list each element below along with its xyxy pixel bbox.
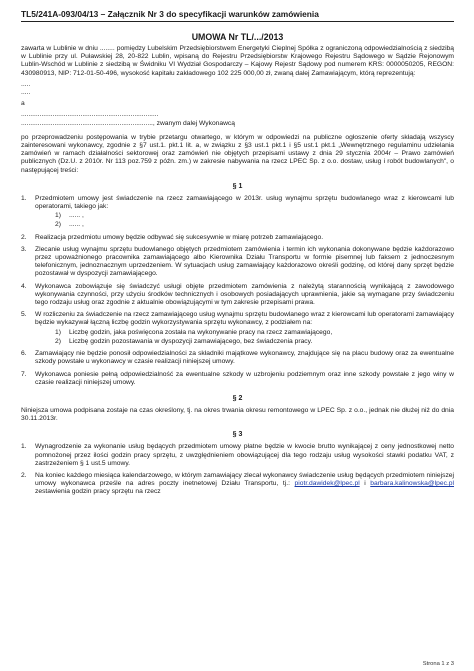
- list-item: 1. Przedmiotem umowy jest świadczenie na rzecz zamawiającego w 2013r. usług wynajmu sprzętu budowlanego wraz z kierowcami lub operatorami, takiego jak: 1) ...... , 2) ...... ,: [21, 194, 454, 229]
- email-link-piotr[interactable]: piotr.dawidek@lpec.pl: [294, 480, 360, 488]
- email-link-barbara[interactable]: barbara.kalinowska@lpec.pl: [370, 480, 455, 488]
- list-item: 2. Na koniec każdego miesiąca kalendarzowego, w którym zamawiający zlecał wykonawcy świadczenie usług będących przedmiotem niniejszej umowy wykonawca prześle na adres poczty inetnetowej Działu Transportu, tj.: piotr.dawidek@lpec.pl i barbara.kalinowska@lpec.pl zestawienia godzin pracy sprzętu na rzecz: [21, 471, 455, 496]
- sub-list: [35, 329, 454, 346]
- intro-paragraph: zawarta w Lublinie w dniu ........ pomiędzy Lubelskim Przedsiębiorstwem Energetyki Cieplnej Spółka z ograniczoną odpowiedzialnością z siedzibą w Lublinie przy ul. Puławskiej 28, 20-822 Lublin, wpisaną do Rejestru Przedsiębiorstw Krajowego Rejestru Sądowego w Sądzie Rejonowym Lublin-Wschód w Lublinie z siedzibą w Świdniku VI Wydział Gospodarczy – Kajowy Rejestr Sądowy pod numerem KRS: 0000050205, REGON: 430980913, NIP: 712-01-50-496, wysokość kapitału zakładowego 102 225 000,00 zł, zwaną dalej Zamawiającym, którą reprezentują:: [21, 45, 454, 77]
- section-3-list: [21, 443, 454, 496]
- sub-item: 2) Liczbę godzin pozostawania w dyspozycji zamawiającego, bez świadczenia pracy.: [55, 337, 313, 345]
- list-item: 2. Realizacja przedmiotu umowy będzie odbywać się sukcesywnie w miarę potrzeb zamawiającego.: [21, 233, 324, 241]
- section-1-list: [21, 195, 454, 387]
- section-1-heading: § 1: [232, 182, 243, 190]
- contract-title: UMOWA Nr TL/.../2013: [191, 32, 284, 42]
- sub-item: 1) ...... ,: [55, 212, 84, 220]
- preamble-paragraph: po przeprowadzeniu postępowania w trybie przetargu otwartego, w którym w odpowiedzi na publiczne ogłoszenie oferty składają wszyscy zainteresowani wykonawcy, zgodnie z §7 ust.1. pkt.1 lit. a, w związku z §3 ust.1 pkt.1 i §5 ust.1 pkt.1 „Wewnętrznego regulaminu udzielania zamówień w ramach działalności sektorowej oraz zamówień nie objętych przepisami ustawy z dnia 29 stycznia 2004r – Prawo zamówień publicznych (Dz.U. z 2010r. Nr 113 poz.759 z późn. zm.) w zakresie nabywania na rzecz LPEC Sp. z o.o. dostaw, usług i robót budowlanych", o następującej treści:: [21, 133, 454, 174]
- list-item: 6. Zamawiający nie będzie ponosił odpowiedzialności za składniki majątkowe wykonawcy, znajdujące się na placu budowy oraz za ewentualne szkody powstałe u wykonawcy w czasie realizacji niniejszej umowy.: [21, 350, 454, 366]
- list-item: 3. Zlecanie usług wynajmu sprzętu budowlanego objętych przedmiotem zamówienia i termin ich wykonania dokonywane będzie każdorazowo przez upoważnionego pracownika zamawiającego albo Kierownika Działu Transportu w formie pisemnej lub faksem z jednoczesnym telefonicznym, jednoznacznym uprzedzeniem. W sytuacjach usług zamawiający każdorazowo określi godzinę, od której dany sprzęt będzie pozostawał w dyspozycji zamawiającego.: [21, 245, 454, 278]
- section-3-heading: § 3: [232, 431, 243, 439]
- document-header: TL5/241A-093/04/13 – Załącznik Nr 3 do specyfikacji warunków zamówienia: [21, 9, 454, 22]
- page-number: Strona 1 z 3: [422, 661, 454, 667]
- sub-item: 1) Liczbę godzin, jaka poświęcona została na wykonywanie pracy na rzecz zamawiającego,: [55, 328, 333, 336]
- section-2-heading: § 2: [232, 394, 243, 402]
- list-item: 4. Wykonawca zobowiązuje się świadczyć usługi objęte przedmiotem zamówienia z należytą starannością wynikającą z zawodowego wykonywania czynności, przy użyciu środków technicznych i osobowych posiadających uprawnienia, jakie są wymagane przy świadczeniu tego rodzaju usług oraz zgodnie z aktualnie obowiązującymi w tym zakresie przepisami prawa.: [21, 282, 454, 307]
- sub-item: 2) ...... ,: [55, 221, 84, 229]
- list-item: 7. Wykonawca poniesie pełną odpowiedzialność za ewentualne szkody w uzbrojeniu podziemnym oraz inne szkody powstałe z jego winy w czasie realizacji niniejszej umowy.: [21, 370, 454, 386]
- list-item: 5. W rozliczeniu za świadczenie na rzecz zamawiającego usług wynajmu sprzętu budowlanego wraz z kierowcami lub operatorami zamawiający będzie wykazywał łączną liczbę godzin wykorzystywania sprzętu wykonawcy, z podziałem na: 1) Liczbę godzin, jaka poświęcona została na wykonywanie pracy na rzecz zamawiającego, 2) Liczbę godzin pozostawania w dyspozycji zamawiającego, bez świadczenia pracy.: [21, 311, 454, 345]
- sub-list: [35, 212, 454, 229]
- representative-2: .....: [21, 89, 31, 97]
- conjunction-a: a: [21, 100, 25, 108]
- representative-1: .....: [21, 80, 31, 88]
- list-item: 1. Wynagrodzenie za wykonanie usług będących przedmiotem umowy płatne będzie w kwocie brutto wynikającej z ceny jednostkowej netto pomnożonej przez ilości godzin pracy sprzętu, z uwzględnieniem obowiązującej dla tego rodzaju usług wysokości stawki podatku VAT, z zastrzeżeniem § 1 ust.5 umowy.: [21, 443, 454, 467]
- contractor-line: ......................................................................., zwanym dalej Wykonawcą: [21, 119, 235, 127]
- section-2-text: Niniejsza umowa podpisana zostaje na czas określony, tj. na okres trwania okresu remontowego w LPEC Sp. z o.o., jednak nie dłużej niż do dnia 30.11.2013r.: [21, 406, 454, 423]
- contractor-blank-line: ..........................................................................: [21, 111, 159, 119]
